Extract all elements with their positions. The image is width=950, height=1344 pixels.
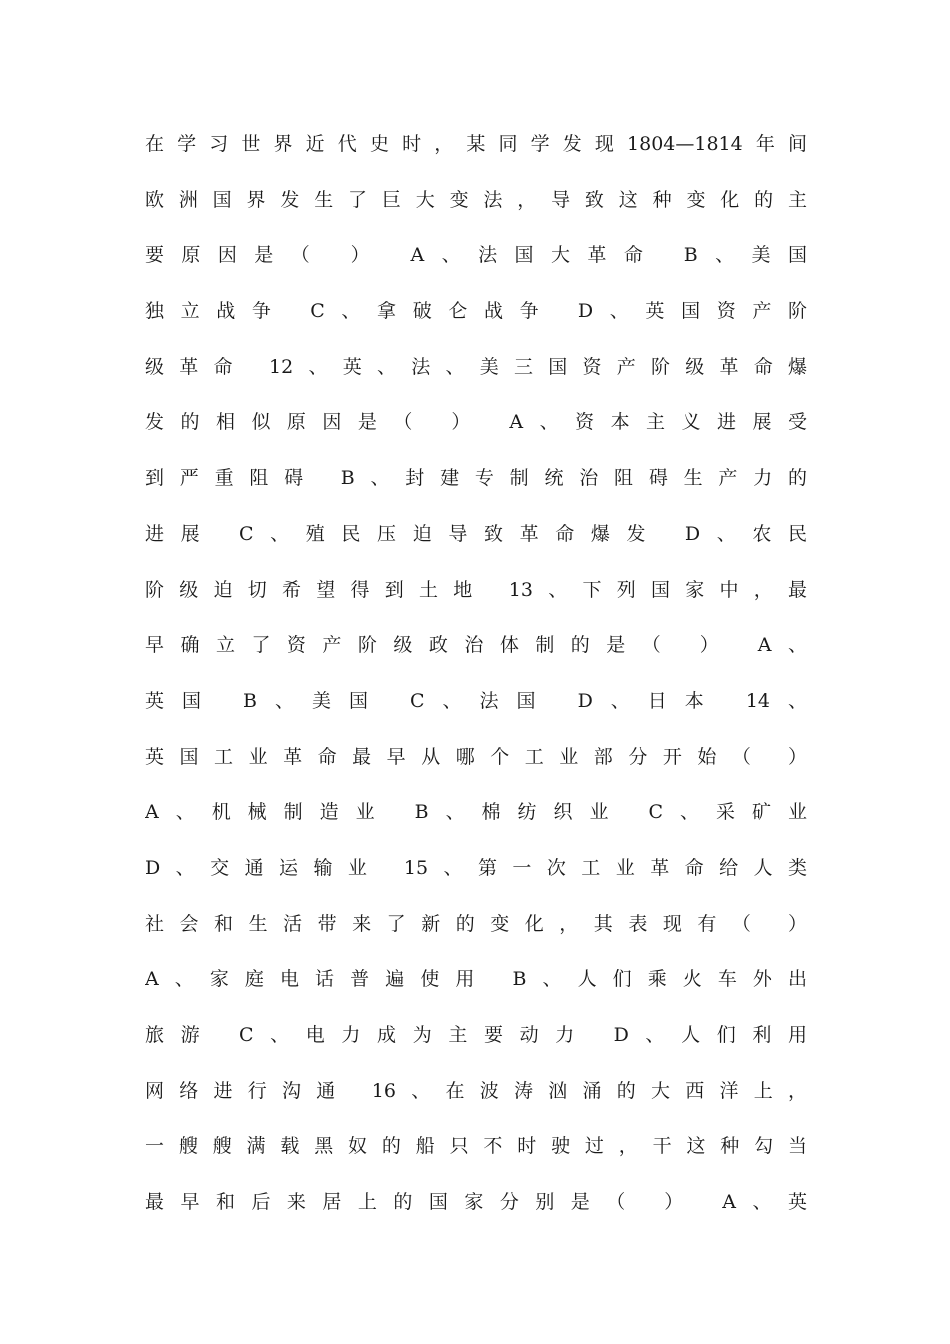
text-line: 到严重阻碍 B、封建专制统治阻碍生产力的 xyxy=(145,467,807,490)
text-line: 在学习世界近代史时，某同学发现1804—1814年间 xyxy=(145,133,807,155)
text-line: 旅游 C、电力成为主要动力 D、人们利用 xyxy=(145,1024,807,1046)
text-line: 社会和生活带来了新的变化，其表现有（ ） xyxy=(145,912,807,935)
text-line: A、家庭电话普遍使用 B、人们乘火车外出 xyxy=(145,968,807,991)
text-block xyxy=(145,117,807,1231)
text-line: 英国工业革命最早从哪个工业部分开始（ ） xyxy=(145,745,807,768)
text-line: 进展 C、殖民压迫导致革命爆发 D、农民 xyxy=(145,522,807,545)
text-line: 级革命 12、英、法、美三国资产阶级革命爆 xyxy=(145,355,807,378)
text-line: 网络进行沟通 16、在波涛汹涌的大西洋上， xyxy=(145,1079,807,1102)
text-line: 一艘艘满载黑奴的船只不时驶过，干这种勾当 xyxy=(145,1135,807,1158)
text-line: 独立战争 C、拿破仑战争 D、英国资产阶 xyxy=(145,300,807,323)
text-line: D、交通运输业 15、第一次工业革命给人类 xyxy=(145,856,807,879)
text-line: 最早和后来居上的国家分别是（ ） A、英 xyxy=(145,1191,807,1214)
text-line: 欧洲国界发生了巨大变法，导致这种变化的主 xyxy=(145,188,807,211)
text-line: 早确立了资产阶级政治体制的是（ ） A、 xyxy=(145,634,807,657)
text-line: 阶级迫切希望得到土地 13、下列国家中，最 xyxy=(145,578,807,601)
text-line: 发的相似原因是（ ） A、资本主义进展受 xyxy=(145,411,807,434)
text-line: 要原因是（ ） A、法国大革命 B、美国 xyxy=(145,244,807,267)
text-line: A、机械制造业 B、棉纺织业 C、采矿业 xyxy=(145,801,807,824)
text-line: 英国 B、美国 C、法国 D、日本 14、 xyxy=(145,689,807,712)
